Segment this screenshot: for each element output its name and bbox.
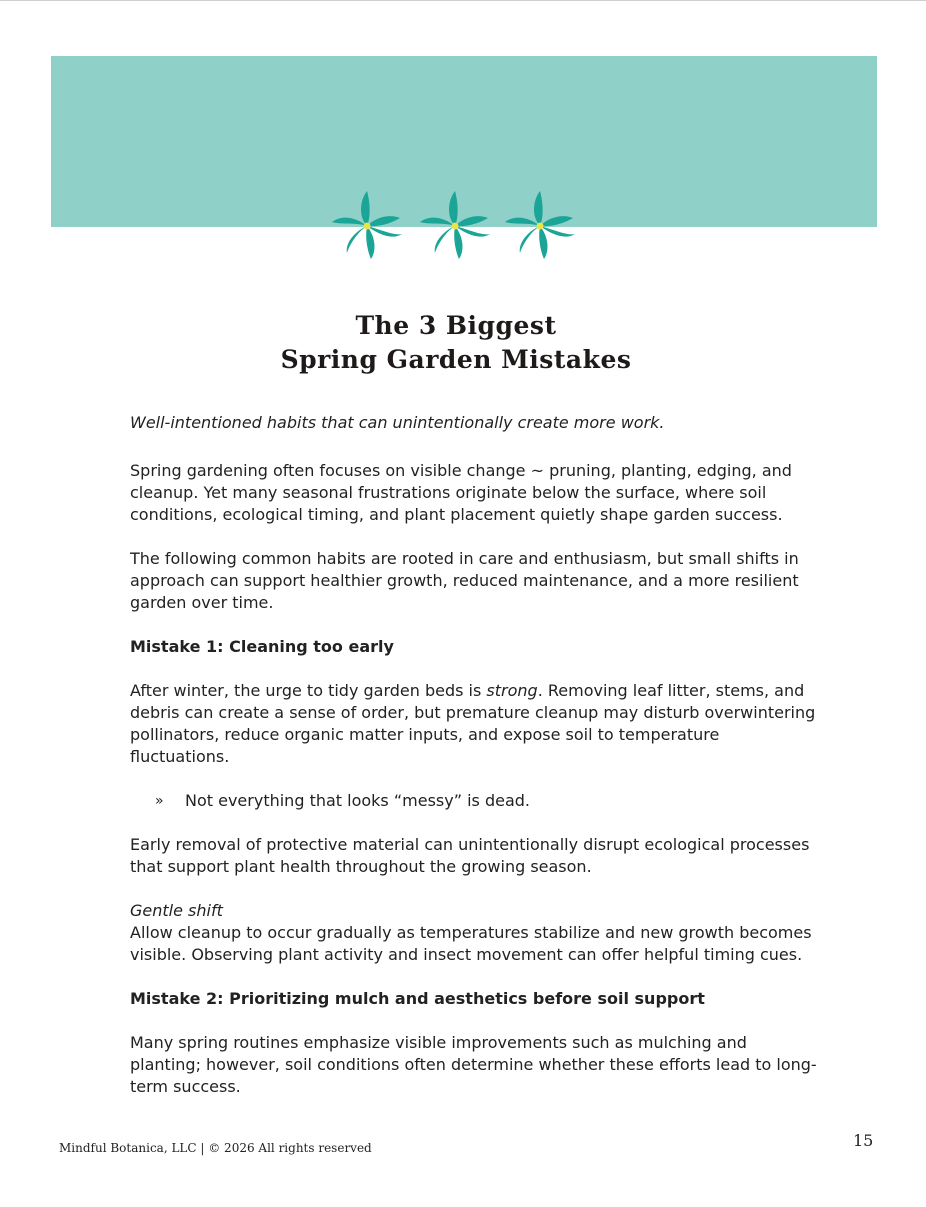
mistake-1-body-end: . Removing leaf litter, stems, and debris can create a sense of order, but premature cleanup may disturb overwintering pollinators, reduce organic matter inputs, and expose soil to temperature fluctuations. (130, 681, 816, 766)
intro-paragraph-2: The following common habits are rooted in care and enthusiasm, but small shifts in approach can support healthier growth, reduced maintenance, and a more resilient garden over time. (130, 549, 799, 612)
flower-icon (322, 187, 406, 267)
intro-paragraph-1: Spring gardening often focuses on visible change ~ pruning, planting, edging, and cleanup. Yet many seasonal frustrations originate below the surface, where soil conditions, ecological timing, and plant placement quietly shape garden success. (130, 461, 792, 524)
subtitle: Well-intentioned habits that can unintentionally create more work. (130, 413, 665, 432)
title-line-2: Spring Garden Mistakes (280, 345, 632, 374)
footer-copyright: Mindful Botanica, LLC | © 2026 All rights reserved (59, 1141, 372, 1155)
mistake-1-body-start: After winter, the urge to tidy garden beds is (130, 681, 487, 700)
mistake-1-heading: Mistake 1: Cleaning too early (130, 637, 394, 656)
bullet-marker-icon: » (155, 793, 164, 809)
mistake-2-heading: Mistake 2: Prioritizing mulch and aesthetics before soil support (130, 989, 705, 1008)
page-number: 15 (853, 1131, 874, 1150)
mistake-1-body (130, 680, 820, 768)
flower-icon (495, 187, 579, 267)
gentle-shift-label-text: Gentle shift (130, 901, 223, 920)
flower-icon (410, 187, 494, 267)
article-body (130, 412, 820, 1120)
gentle-shift-label (130, 900, 820, 922)
title-line-1: The 3 Biggest (355, 311, 557, 340)
bullet-item (130, 790, 820, 812)
top-rule (0, 0, 926, 1)
flower-ornament (322, 187, 592, 267)
mistake-2-body: Many spring routines emphasize visible improvements such as mulching and planting; however, soil conditions often determine whether these efforts lead to long-term success. (130, 1033, 817, 1096)
emphasis-strong: strong (486, 681, 538, 700)
mistake-1-followup: Early removal of protective material can unintentionally disrupt ecological processes that support plant health throughout the growing season. (130, 835, 810, 876)
bullet-text: Not everything that looks “messy” is dead. (185, 791, 530, 810)
gentle-shift-text: Allow cleanup to occur gradually as temperatures stabilize and new growth becomes visible. Observing plant activity and insect movement can offer helpful timing cues. (130, 923, 812, 964)
page-title (0, 309, 912, 377)
